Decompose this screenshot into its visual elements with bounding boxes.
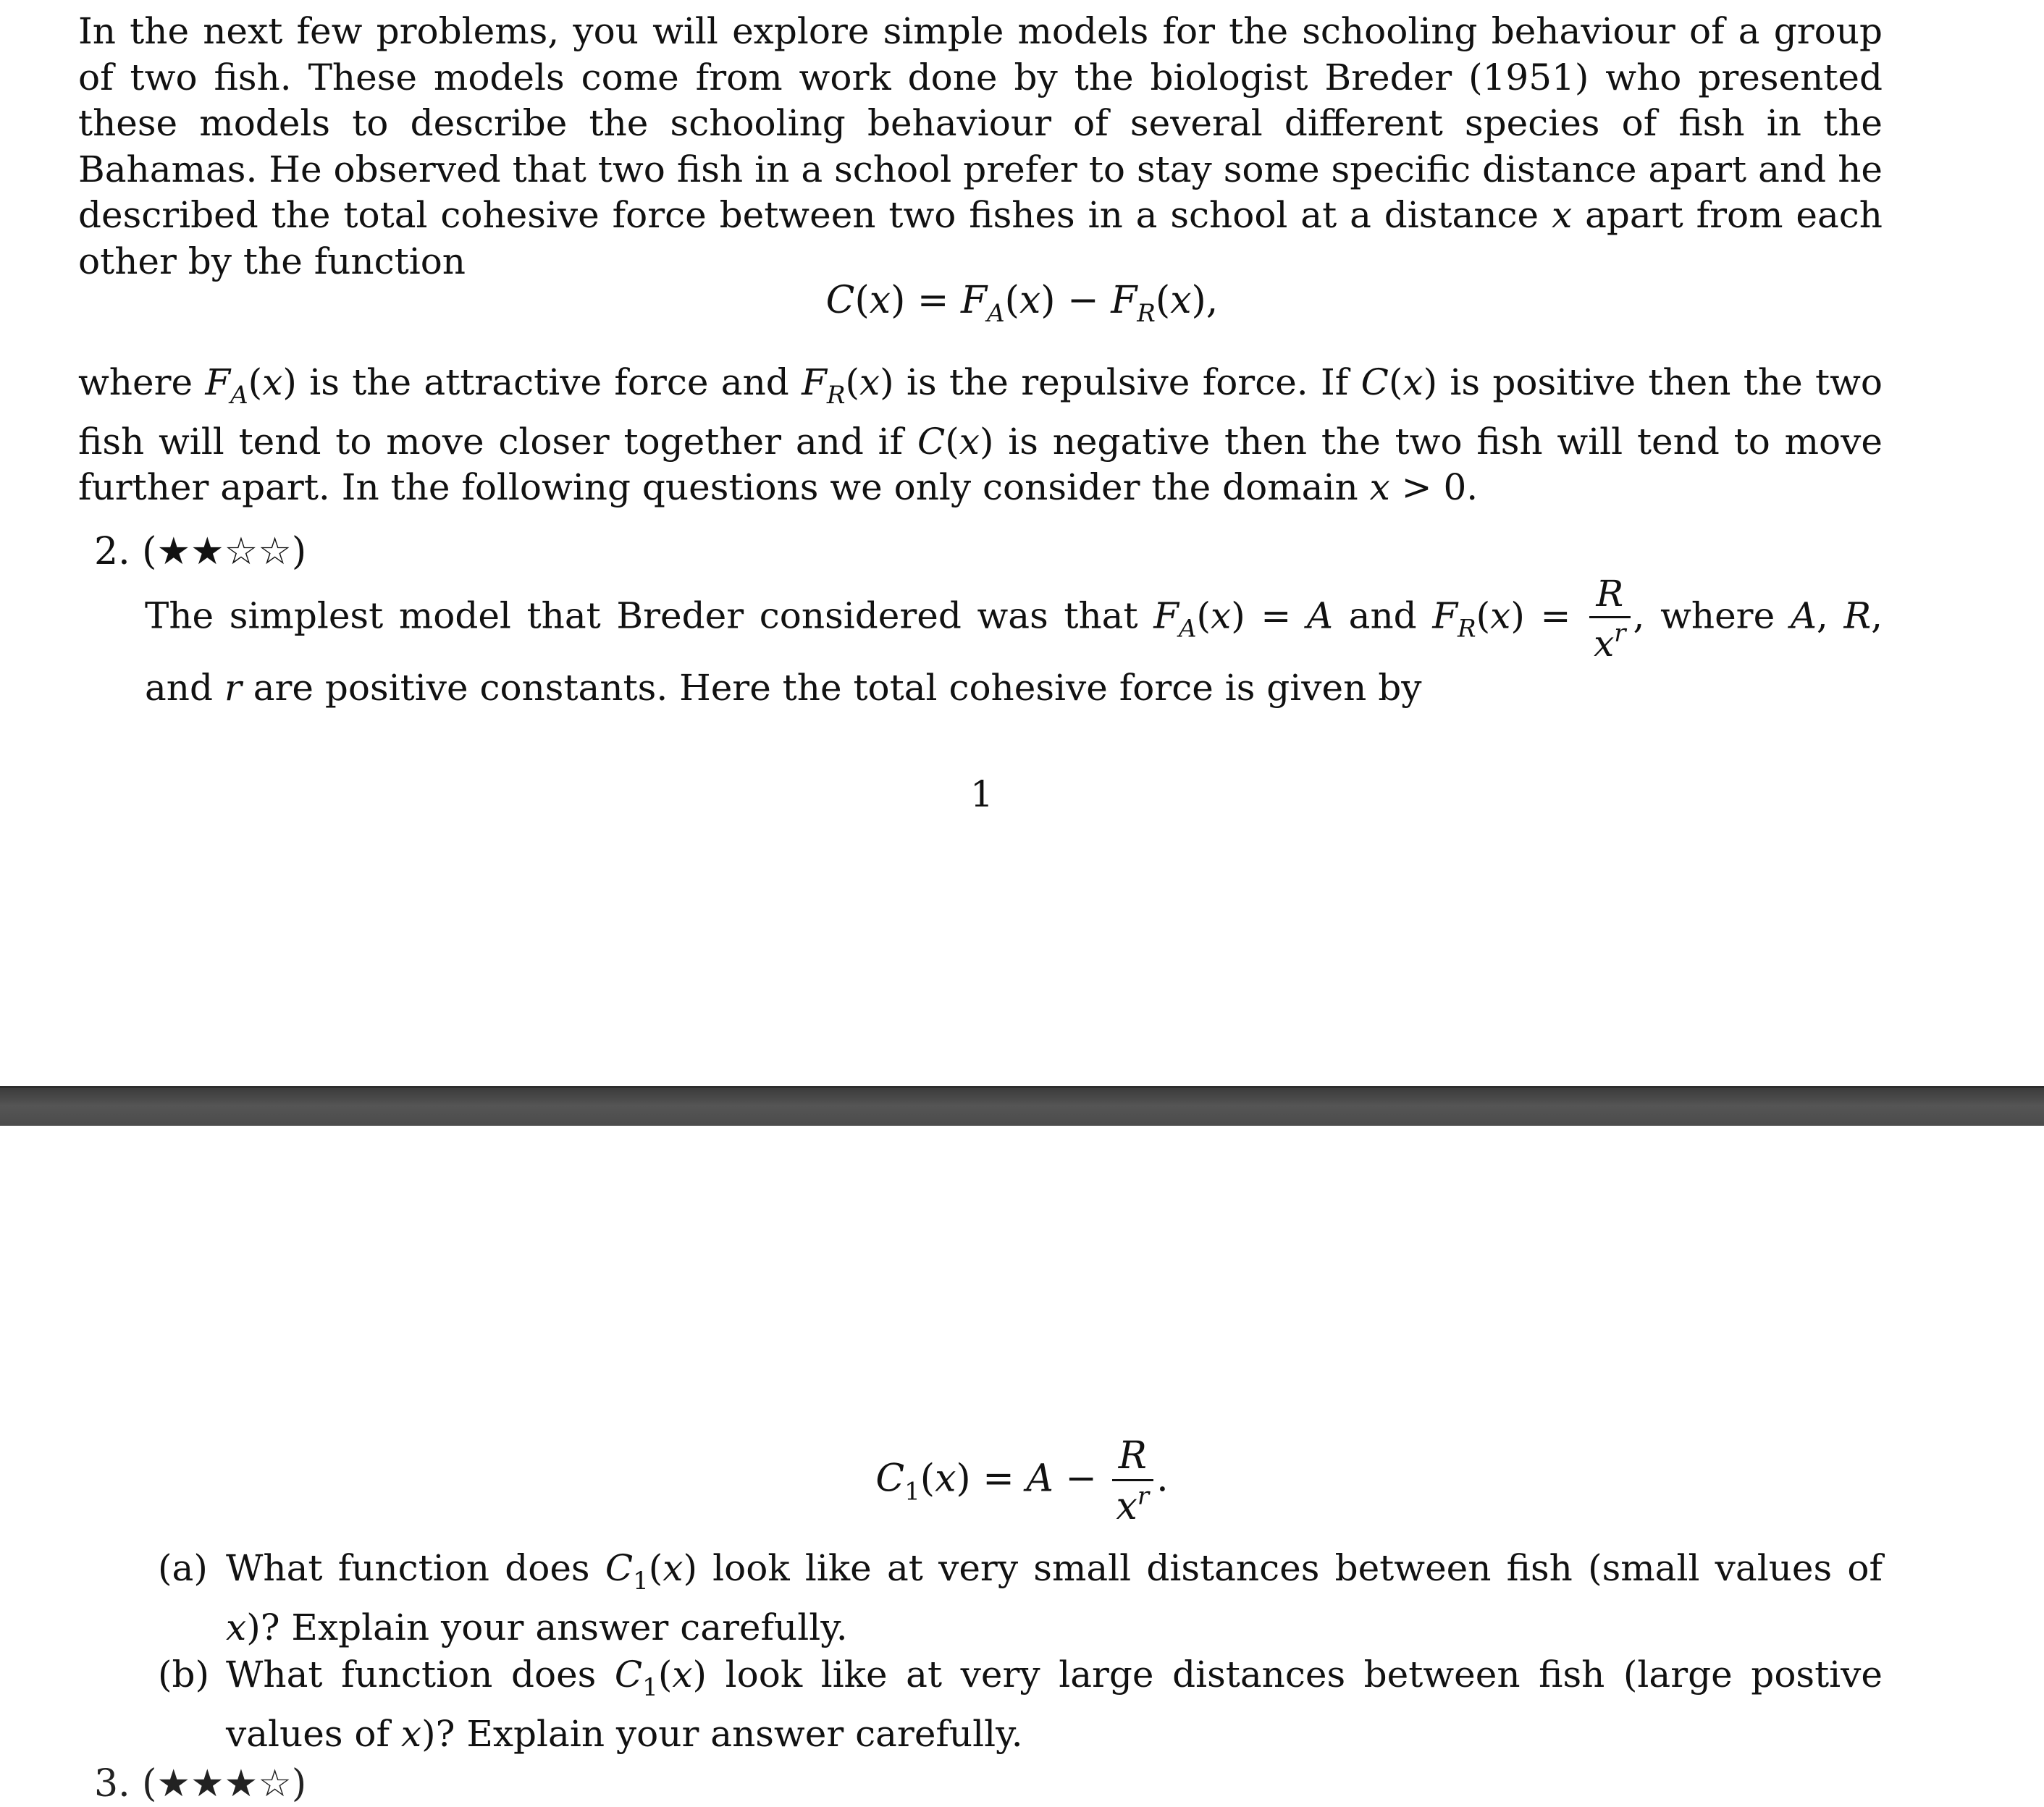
problem-heading <box>94 528 306 575</box>
part-b-label: (b) <box>158 1654 210 1696</box>
intro-var-x: x <box>1552 194 1573 236</box>
next-problem-heading: 3. (★★★☆) <box>94 1762 307 1806</box>
where-paragraph: where $F_A(x)$ is the attractive force and $F_R(x)$ is the repulsive force. If C(x) is positive then the two fish will tend to move closer together and if C(x) is negative then the two fish will tend to move further apart. In the following questions we only consider the domain x > 0. <box>78 361 1883 508</box>
c1-equation: $C_1(x) = A$ − $\frac{R}{x^r}$ . <box>875 1434 1169 1528</box>
cohesive-force-equation: $C(x) = F_A(x) - F_R(x)$, <box>825 279 1219 328</box>
fraction-r-over-x: $\frac{R}{x^r}$ <box>1589 576 1630 662</box>
difficulty-stars: (★★☆☆) <box>142 530 307 573</box>
intro-text: In the next few problems, you will explore simple models for the schooling behaviour of a group of two fish. These models come from work done by the biologist Breder (1951) who presented these models to describe the schooling behaviour of several different species of fish in the Bahamas. He observed that two fish in a school prefer to stay some specific distance apart and he described the total cohesive force between two fishes in a school at a distance <box>78 10 1883 236</box>
part-a-text: What function does $C_1(x)$ look like at very small distances between fish (small values of x)? Explain your answer carefully. <box>226 1547 1883 1648</box>
fraction-r-over-x-c1: $\frac{R}{x^r}$ <box>1112 1437 1154 1525</box>
intro-tail: apart from each other by the function <box>78 194 1883 282</box>
part-b-text: What function does $C_1(x)$ look like at very large distances between fish (large postive values of x)? Explain your answer carefully. <box>226 1654 1883 1755</box>
problem-statement: The simplest model that Breder considered was that $F_A(x) = A$ and $F_R(x)$ = $\frac{R}{x^r}$ , where A, R, and r are positive constants. Here the total cohesive force is given by <box>145 573 1883 709</box>
intro-paragraph <box>78 9 1883 285</box>
page-number: 1 <box>970 773 993 815</box>
page-divider <box>0 1086 2044 1128</box>
problem-number: 2. <box>94 530 130 573</box>
part-a-label: (a) <box>158 1547 208 1589</box>
